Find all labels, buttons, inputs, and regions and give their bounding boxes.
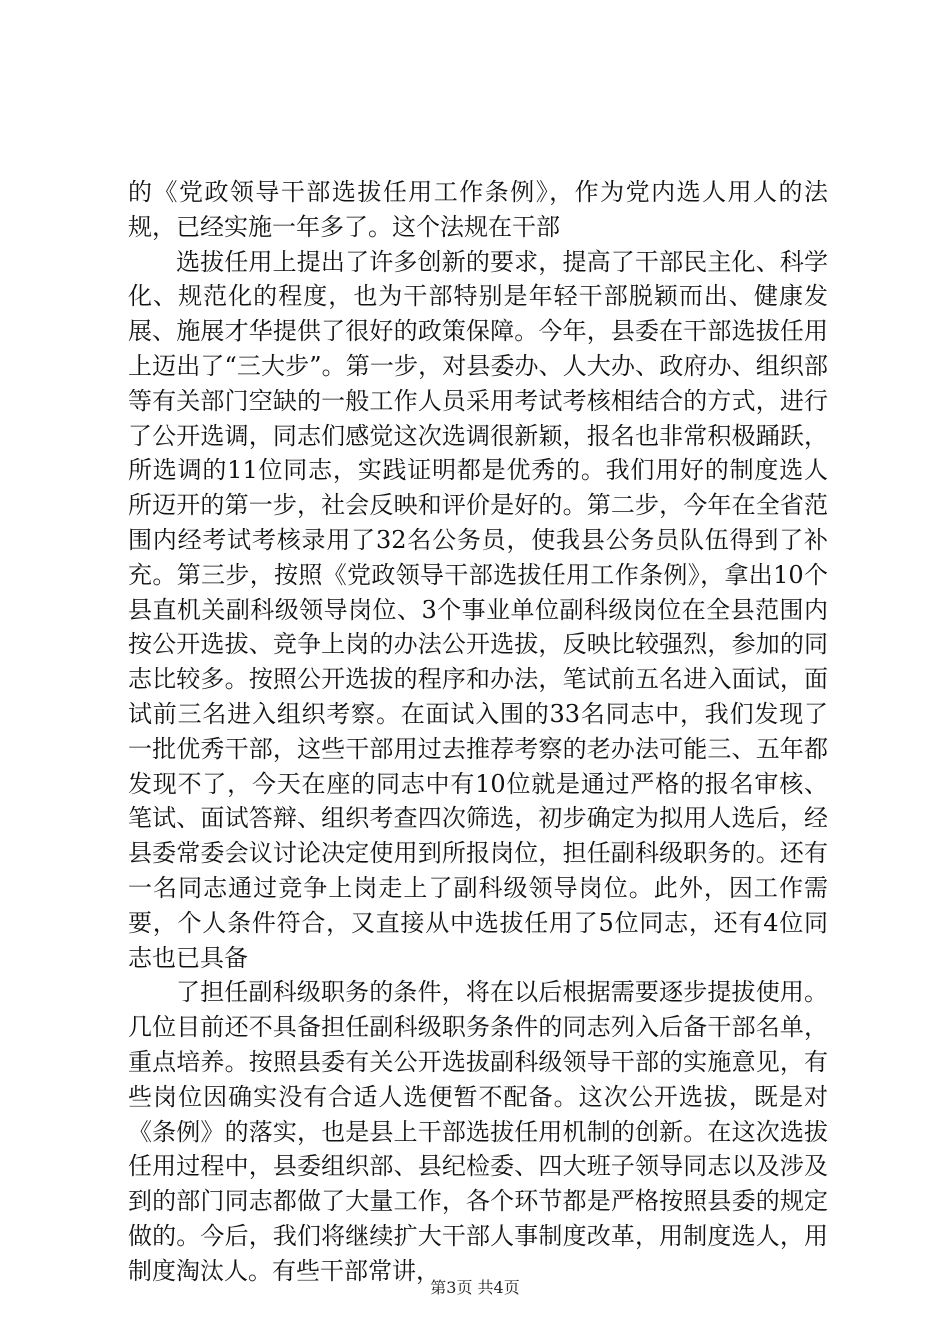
- document-body: [128, 175, 828, 1289]
- paragraph-3: 了担任副科级职务的条件，将在以后根据需要逐步提拔使用。几位目前还不具备担任副科级职务条件的同志列入后备干部名单，重点培养。按照县委有关公开选拔副科级领导干部的实施意见，有些岗位因确实没有合适人选便暂不配备。这次公开选拔，既是对《条例》的落实，也是县上干部选拔任用机制的创新。在这次选拔任用过程中，县委组织部、县纪检委、四大班子领导同志以及涉及到的部门同志都做了大量工作，各个环节都是严格按照县委的规定做的。今后，我们将继续扩大干部人事制度改革，用制度选人，用制度淘汰人。有些干部常讲，: [128, 978, 828, 1285]
- paragraph-1: 的《党政领导干部选拔任用工作条例》，作为党内选人用人的法规，已经实施一年多了。这个法规在干部: [128, 178, 828, 241]
- page-number-label: 第3页 共4页: [430, 1278, 520, 1297]
- paragraph-2: 选拔任用上提出了许多创新的要求，提高了干部民主化、科学化、规范化的程度，也为干部特别是年轻干部脱颖而出、健康发展、施展才华提供了很好的政策保障。今年，县委在干部选拔任用上迈出了“三大步”。第一步，对县委办、人大办、政府办、组织部等有关部门空缺的一般工作人员采用考试考核相结合的方式，进行了公开选调，同志们感觉这次选调很新颖，报名也非常积极踊跃，所选调的11位同志，实践证明都是优秀的。我们用好的制度选人所迈开的第一步，社会反映和评价是好的。第二步，今年在全省范围内经考试考核录用了32名公务员，使我县公务员队伍得到了补充。第三步，按照《党政领导干部选拔任用工作条例》，拿出10个县直机关副科级领导岗位、3个事业单位副科级岗位在全县范围内按公开选拔、竞争上岗的办法公开选拔，反映比较强烈，参加的同志比较多。按照公开选拔的程序和办法，笔试前五名进入面试，面试前三名进入组织考察。在面试入围的33名同志中，我们发现了一批优秀干部，这些干部用过去推荐考察的老办法可能三、五年都发现不了，今天在座的同志中有10位就是通过严格的报名审核、笔试、面试答辩、组织考查四次筛选，初步确定为拟用人选后，经县委常委会议讨论决定使用到所报岗位，担任副科级职务的。还有一名同志通过竞争上岗走上了副科级领导岗位。此外，因工作需要，个人条件符合，又直接从中选拔任用了5位同志，还有4位同志也已具备: [128, 247, 828, 972]
- page-footer: [0, 1275, 950, 1298]
